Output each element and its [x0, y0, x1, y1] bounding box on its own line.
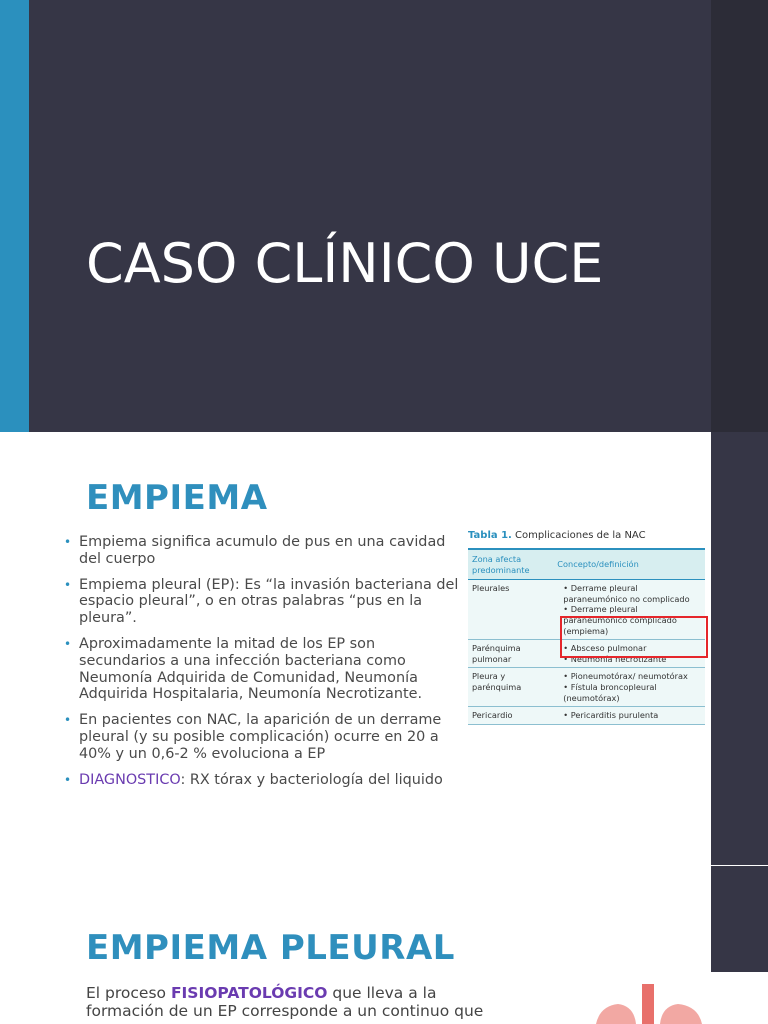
section-heading: EMPIEMA PLEURAL [86, 928, 455, 968]
title-slide [0, 0, 768, 432]
section-heading: EMPIEMA [86, 478, 268, 518]
right-bar [711, 432, 768, 865]
list-item: • Empiema significa acumulo de pus en una cavidad del cuerpo [64, 534, 446, 567]
highlight-box [560, 616, 708, 658]
bullet-icon: • [64, 577, 72, 592]
lung-icon [590, 984, 710, 1024]
bullet-icon: • [64, 772, 72, 787]
bullet-list [64, 534, 464, 797]
bullet-icon: • [64, 713, 72, 728]
list-item: • DIAGNOSTICO: RX tórax y bacteriología del liquido [64, 771, 443, 788]
diagnostico-label: DIAGNOSTICO [79, 771, 181, 788]
accent-bar [0, 0, 29, 432]
list-item: • Aproximadamente la mitad de los EP son secundarios a una infección bacteriana como Neumonía Adquirida de Comunidad, Neumonía Adquirida Hospitalaria, Neumonía Necrotizante. [64, 635, 423, 703]
right-bar [711, 0, 768, 432]
table-row: Parénquima pulmonar • Absceso pulmonar • Neumonía necrotizante [468, 640, 705, 668]
paragraph: El proceso FISIOPATOLÓGICO que lleva a la formación de un EP corresponde a un continuo que [86, 984, 484, 1020]
table-row: Pericardio • Pericarditis purulenta [468, 707, 705, 725]
list-item: • En pacientes con NAC, la aparición de un derrame pleural (y su posible complicación) ocurre en 20 a 40% y un 0,6-2 % evoluciona a EP [64, 712, 442, 762]
bullet-icon: • [64, 636, 72, 651]
list-item: • Empiema pleural (EP): Es “la invasión bacteriana del espacio pleural”, o en otras palabras “pus en la pleura”. [64, 576, 459, 627]
table-caption: Tabla 1. Complicaciones de la NAC [468, 530, 646, 541]
slide-title: CASO CLÍNICO UCE [86, 232, 604, 295]
bullet-icon: • [64, 535, 72, 549]
table-header: Concepto/definición [553, 549, 705, 580]
table-row: Pleura y parénquima • Pioneumotórax/ neumotórax • Fístula broncopleural (neumotórax) [468, 668, 705, 707]
right-bar [711, 866, 768, 972]
table-row: Pleurales • Derrame pleural paraneumónico no complicado • Derrame pleural paraneumónico complicado (empiema) [468, 580, 705, 640]
table-header: Zona afecta predominante [468, 549, 553, 580]
